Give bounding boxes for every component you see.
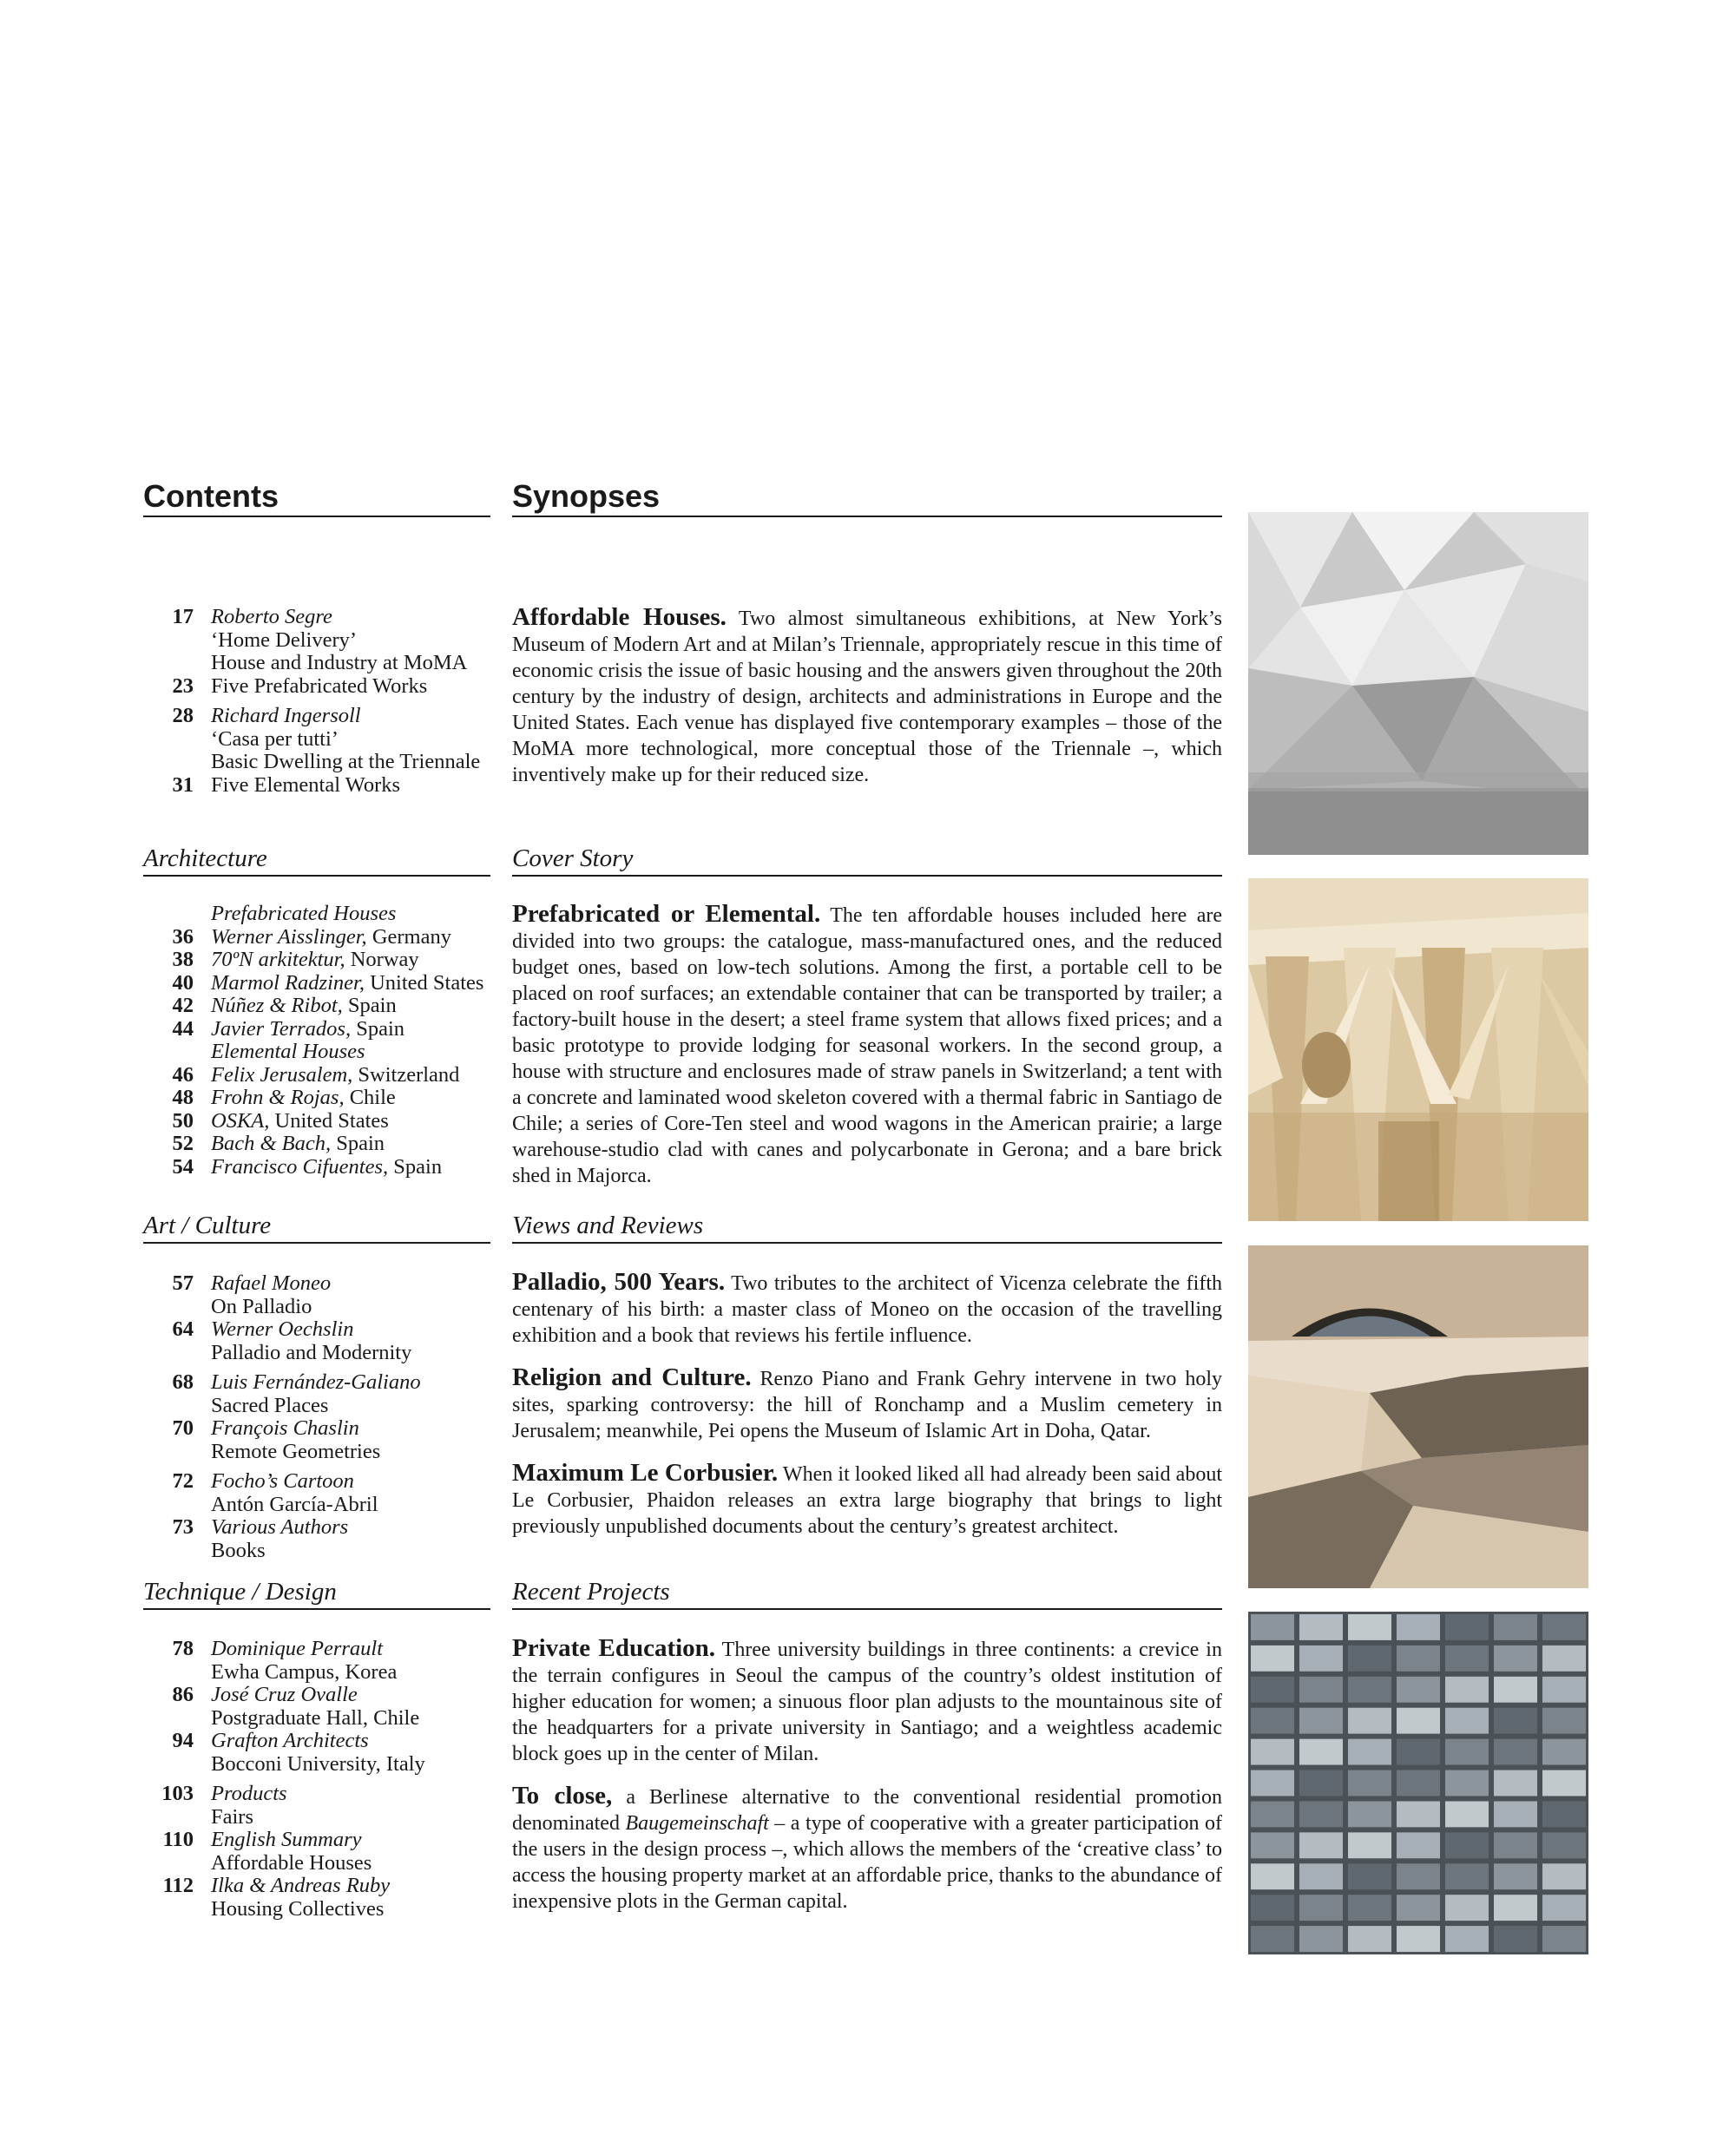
toc-page-number: 48	[172, 1086, 194, 1109]
toc-entry[interactable]	[143, 1829, 490, 1875]
toc-technique-design	[143, 1638, 490, 1921]
toc-place: Spain	[351, 1016, 405, 1041]
toc-entry[interactable]	[143, 1156, 490, 1179]
toc-entry[interactable]	[143, 1875, 490, 1921]
toc-author: Felix Jerusalem,	[211, 1062, 353, 1087]
toc-title: Palladio and Modernity	[211, 1340, 412, 1364]
toc-page-number: 112	[162, 1874, 194, 1897]
toc-author: Javier Terrados,	[211, 1016, 352, 1041]
toc-entry[interactable]	[143, 1064, 490, 1087]
toc-place: Norway	[345, 948, 419, 971]
toc-entry[interactable]	[143, 1318, 490, 1364]
toc-art-culture	[143, 1272, 490, 1562]
toc-place: Spain	[331, 1132, 385, 1155]
toc-title: Housing Collectives	[211, 1896, 385, 1921]
toc-title: Fairs	[211, 1804, 253, 1829]
toc-author: Marmol Radziner,	[211, 970, 365, 995]
toc-page-number: 40	[172, 970, 194, 995]
toc-page-number: 78	[172, 1637, 194, 1660]
toc-author: Grafton Architects	[211, 1729, 369, 1752]
synopsis-views: Palladio, 500 Years. Two tributes to the architect of Vicenza celebrate the fifth centenary of his birth: a master class of Moneo on the occasion of the travelling exhibition and a book that reviews his fertile influence. Religion and Culture. Renzo Piano and Frank Gehry intervene in two holy sites, sparking controversy: the hill of Ronchamp and a Muslim cemetery in Jerusalem; meanwhile, Pei opens the Museum of Islamic Art in Doha, Qatar. Maximum Le Corbusier. When it looked liked all had already been said about Le Corbusier, Phaidon releases an extra large biography that brings to light previously unpublished documents about the century’s greatest architect.	[512, 1268, 1222, 1538]
toc-title: On Palladio	[211, 1294, 312, 1318]
toc-author: Werner Oechslin	[211, 1317, 354, 1341]
section-recent-projects: Recent Projects	[512, 1577, 1222, 1610]
toc-place: Spain	[388, 1154, 443, 1179]
toc-place: Chile	[344, 1086, 396, 1109]
synopsis-affordable: Affordable Houses. Two almost simultaneous exhibitions, at New York’s Museum of Modern Art and at Milan’s Triennale, appropriately rescue in this time of economic crisis the issue of basic housing and the answers given throughout the 20th century by the industry of design, architects and administrations in Europe and the United States. Each venue has displayed five contemporary examples – those of the MoMA more technological, more conceptual those of the Triennale –, which inventively make up for their reduced size.	[512, 603, 1222, 786]
toc-page-number: 57	[172, 1271, 194, 1295]
toc-entry[interactable]: 31 Five Elemental Works	[172, 772, 401, 797]
toc-entry[interactable]: 17 Roberto Segre ‘Home Delivery’ House and Industry at MoMA	[172, 605, 468, 674]
toc-author: Bach & Bach,	[211, 1132, 332, 1155]
toc-page-number: 54	[172, 1154, 194, 1179]
toc-entry[interactable]	[143, 1783, 490, 1829]
toc-entry[interactable]	[143, 1133, 490, 1156]
toc-author: 70ºN arkitektur,	[211, 948, 345, 971]
toc-place: United States	[364, 970, 484, 995]
toc-page-number: 68	[172, 1370, 194, 1394]
toc-page-number: 44	[172, 1016, 194, 1041]
toc-page-number: 110	[162, 1828, 194, 1851]
toc-author: Focho’s Cartoon	[211, 1469, 354, 1493]
toc-author: Products	[211, 1782, 287, 1805]
toc-author: François Chaslin	[211, 1416, 359, 1440]
toc-author: Luis Fernández-Galiano	[211, 1370, 421, 1394]
toc-place: United States	[269, 1108, 389, 1133]
photo-stone-facade	[1248, 1245, 1588, 1588]
synopsis-recent: Private Education. Three university buildings in three continents: a crevice in the terrain configures in Seoul the campus of the country’s oldest institution of higher education for women; a sinuous floor plan adjusts to the mountainous site of the headquarters for a private university in Santiago; and a weightless academic block goes up in the center of Milan. To close, a Berlinese alternative to the conventional residential promotion denominated Baugemeinschaft – a type of cooperative with a greater participation of the users in the design process –, which allows the members of the ‘creative class’ to access the housing property market at an affordable price, thanks to the abundance of inexpensive plots in the German capital.	[512, 1634, 1222, 1913]
toc-page-number: 52	[172, 1132, 194, 1155]
toc-entry[interactable]: 28 Richard Ingersoll ‘Casa per tutti’ Basic Dwelling at the Triennale	[172, 704, 481, 773]
toc-author: Ilka & Andreas Ruby	[211, 1874, 391, 1897]
toc-page-number: 72	[172, 1469, 194, 1493]
toc-entry[interactable]	[143, 1638, 490, 1684]
toc-architecture	[143, 903, 490, 1179]
toc-page-number: 70	[172, 1416, 194, 1440]
toc-author: Dominique Perrault	[211, 1637, 384, 1660]
toc-place: Germany	[366, 924, 451, 949]
toc-page-number: 36	[172, 924, 194, 949]
toc-entry[interactable]	[143, 1371, 490, 1417]
section-cover-story: Cover Story	[512, 844, 1222, 877]
toc-title: Sacred Places	[211, 1393, 329, 1417]
toc-entry[interactable]	[143, 1516, 490, 1562]
toc-entry[interactable]	[143, 949, 490, 972]
toc-place: Switzerland	[352, 1062, 460, 1087]
toc-page-number: 94	[172, 1729, 194, 1752]
toc-title: Ewha Campus, Korea	[211, 1659, 398, 1684]
toc-author: OSKA,	[211, 1108, 270, 1133]
synopses-heading: Synopses	[512, 477, 1222, 517]
toc-author: Various Authors	[211, 1515, 349, 1539]
toc-author: Francisco Cifuentes,	[211, 1154, 389, 1179]
toc-page-number: 103	[161, 1782, 194, 1805]
toc-author: Frohn & Rojas,	[211, 1086, 345, 1109]
toc-page-number: 50	[172, 1108, 194, 1133]
toc-title: Books	[211, 1538, 266, 1562]
subhead-prefabricated: Prefabricated Houses	[211, 902, 397, 925]
photo-glass-facade	[1248, 1612, 1588, 1954]
toc-entry[interactable]	[143, 1470, 490, 1516]
toc-entry[interactable]	[143, 1272, 490, 1318]
toc-page-number: 46	[172, 1062, 194, 1087]
toc-title: Remote Geometries	[211, 1439, 381, 1463]
toc-author: Werner Aisslinger,	[211, 924, 367, 949]
toc-entry[interactable]: 23 Five Prefabricated Works	[172, 673, 428, 698]
toc-entry[interactable]	[143, 1110, 490, 1133]
contents-heading: Contents	[143, 477, 490, 517]
toc-entry[interactable]	[143, 1087, 490, 1110]
toc-place: Spain	[342, 994, 397, 1017]
section-technique-design: Technique / Design	[143, 1577, 490, 1610]
subhead-elemental: Elemental Houses	[211, 1040, 365, 1063]
toc-intro	[143, 606, 490, 797]
section-art-culture: Art / Culture	[143, 1211, 490, 1244]
synopsis-prefab: Prefabricated or Elemental. The ten affordable houses included here are divided into two groups: the catalogue, mass-manufactured ones, and the reduced budget ones, based on low-tech solutions. Among the first, a portable cell to be placed on roof surfaces; an extendable container that can be transported by trailer; a factory-built house in the desert; a steel frame system that allows fixed prices; and a basic prototype to provide lodging for seasonal workers. In the second group, a house with structure and enclosures made of straw panels in Switzerland; a tent with a concrete and laminated wood skeleton covered with a thermal fabric in Santiago de Chile; a series of Core-Ten steel and wood wagons in the American prairie; a large warehouse-studio clad with canes and polycarbonate in Gerona; and a bare brick shed in Majorca.	[512, 900, 1222, 1187]
toc-entry[interactable]	[143, 995, 490, 1018]
toc-page-number: 42	[172, 994, 194, 1017]
toc-page-number: 86	[172, 1683, 194, 1706]
toc-entry[interactable]	[143, 972, 490, 995]
toc-title: Affordable Houses	[211, 1850, 372, 1875]
toc-entry[interactable]	[143, 1730, 490, 1776]
toc-page-number: 73	[172, 1515, 194, 1539]
toc-title: Bocconi University, Italy	[211, 1751, 425, 1776]
toc-entry[interactable]	[143, 1684, 490, 1730]
toc-entry[interactable]	[143, 926, 490, 949]
section-views-reviews: Views and Reviews	[512, 1211, 1222, 1244]
toc-author: English Summary	[211, 1828, 362, 1851]
toc-page-number: 64	[172, 1317, 194, 1341]
toc-author: José Cruz Ovalle	[211, 1683, 358, 1706]
toc-author: Núñez & Ribot,	[211, 994, 343, 1017]
toc-title: Postgraduate Hall, Chile	[211, 1705, 420, 1730]
toc-entry[interactable]	[143, 1417, 490, 1463]
photo-wood-structure	[1248, 878, 1588, 1221]
toc-entry[interactable]	[143, 1018, 490, 1041]
section-architecture: Architecture	[143, 844, 490, 877]
toc-title: Antón García-Abril	[211, 1492, 378, 1516]
toc-page-number: 38	[172, 948, 194, 971]
toc-author: Rafael Moneo	[211, 1271, 332, 1295]
photo-fabric-roof	[1248, 512, 1588, 855]
